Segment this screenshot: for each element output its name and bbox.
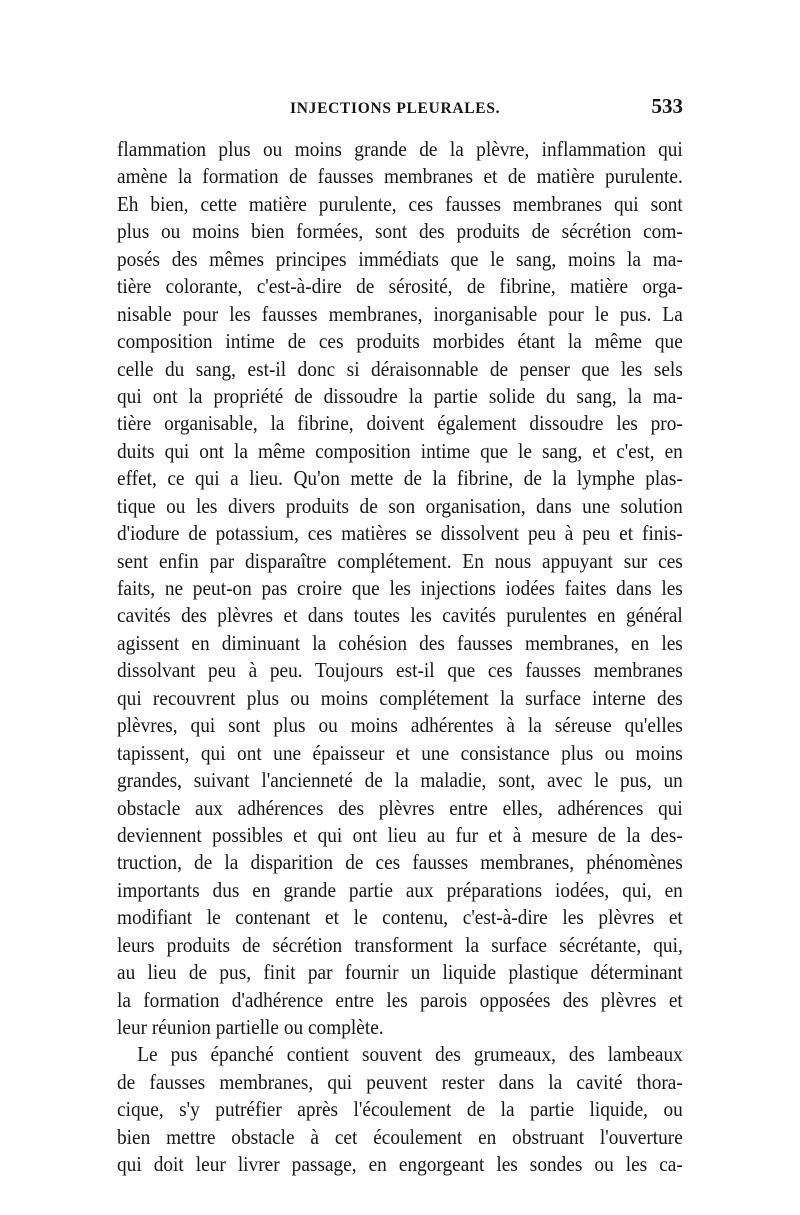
text-line: tière colorante, c'est-à-dire de sérosité, de fibrine, matière orga- <box>117 274 683 299</box>
text-line: qui ont la propriété de dissoudre la partie solide du sang, la ma- <box>117 383 683 408</box>
text-line: au lieu de pus, finit par fournir un liquide plastique déterminant <box>117 960 683 985</box>
text-line: d'iodure de potassium, ces matières se dissolvent peu à peu et finis- <box>117 521 683 546</box>
paragraph-end-line: leur réunion partielle ou complète. <box>117 1015 384 1039</box>
text-line: deviennent possibles et qui ont lieu au fur et à mesure de la des- <box>117 822 683 847</box>
page-number: 533 <box>651 94 683 118</box>
text-line: duits qui ont la même composition intime que le sang, et c'est, en <box>117 438 683 463</box>
body-text <box>117 136 683 1179</box>
text-line: nisable pour les fausses membranes, inorganisable pour le pus. La <box>117 301 683 326</box>
text-line: cavités des plèvres et dans toutes les cavités purulentes en général <box>117 603 683 628</box>
text-line: tique ou les divers produits de son organisation, dans une solution <box>117 493 683 518</box>
text-line: qui recouvrent plus ou moins complétement la surface interne des <box>117 685 683 710</box>
text-line: tière organisable, la fibrine, doivent également dissoudre les pro- <box>117 411 683 436</box>
text-line: amène la formation de fausses membranes et de matière purulente. <box>117 164 683 189</box>
text-line: celle du sang, est-il donc si déraisonnable de penser que les sels <box>117 356 683 381</box>
text-line: tapissent, qui ont une épaisseur et une consistance plus ou moins <box>117 740 683 765</box>
text-line: plus ou moins bien formées, sont des produits de sécrétion com- <box>117 219 683 244</box>
text-line: grandes, suivant l'ancienneté de la maladie, sont, avec le pus, un <box>117 768 683 793</box>
text-line: cique, s'y putréfier après l'écoulement de la partie liquide, ou <box>117 1097 683 1122</box>
paragraph-start-line: Le pus épanché contient souvent des grumeaux, des lambeaux <box>137 1042 683 1067</box>
text-line: flammation plus ou moins grande de la plèvre, inflammation qui <box>117 137 683 161</box>
text-line: dissolvant peu à peu. Toujours est-il que ces fausses membranes <box>117 658 683 683</box>
text-line: posés des mêmes principes immédiats que le sang, moins la ma- <box>117 246 683 271</box>
text-line: truction, de la disparition de ces fausses membranes, phénomènes <box>117 850 683 875</box>
text-line: plèvres, qui sont plus ou moins adhérentes à la séreuse qu'elles <box>117 713 683 738</box>
text-line: de fausses membranes, qui peuvent rester dans la cavité thora- <box>117 1069 683 1094</box>
text-line: effet, ce qui a lieu. Qu'on mette de la fibrine, de la lymphe plas- <box>117 466 683 491</box>
text-line: Eh bien, cette matière purulente, ces fausses membranes qui sont <box>117 191 683 216</box>
text-line: obstacle aux adhérences des plèvres entre elles, adhérences qui <box>117 795 683 820</box>
text-line: faits, ne peut-on pas croire que les injections iodées faites dans les <box>117 576 683 600</box>
text-line: agissent en diminuant la cohésion des fausses membranes, en les <box>117 630 683 655</box>
text-line: composition intime de ces produits morbides étant la même que <box>117 329 683 354</box>
text-line: importants dus en grande partie aux préparations iodées, qui, en <box>117 877 683 902</box>
text-line: la formation d'adhérence entre les parois opposées des plèvres et <box>117 987 683 1012</box>
text-line: modifiant le contenant et le contenu, c'est-à-dire les plèvres et <box>117 905 683 930</box>
text-line: leurs produits de sécrétion transforment la surface sécrétante, qui, <box>117 932 683 957</box>
page-header <box>117 94 683 128</box>
text-line: sent enfin par disparaître complétement. En nous appuyant sur ces <box>117 548 683 573</box>
running-title: INJECTIONS PLEURALES. <box>290 100 501 117</box>
text-line: bien mettre obstacle à cet écoulement en obstruant l'ouverture <box>117 1124 683 1149</box>
text-line: qui doit leur livrer passage, en engorgeant les sondes ou les ca- <box>117 1152 683 1177</box>
